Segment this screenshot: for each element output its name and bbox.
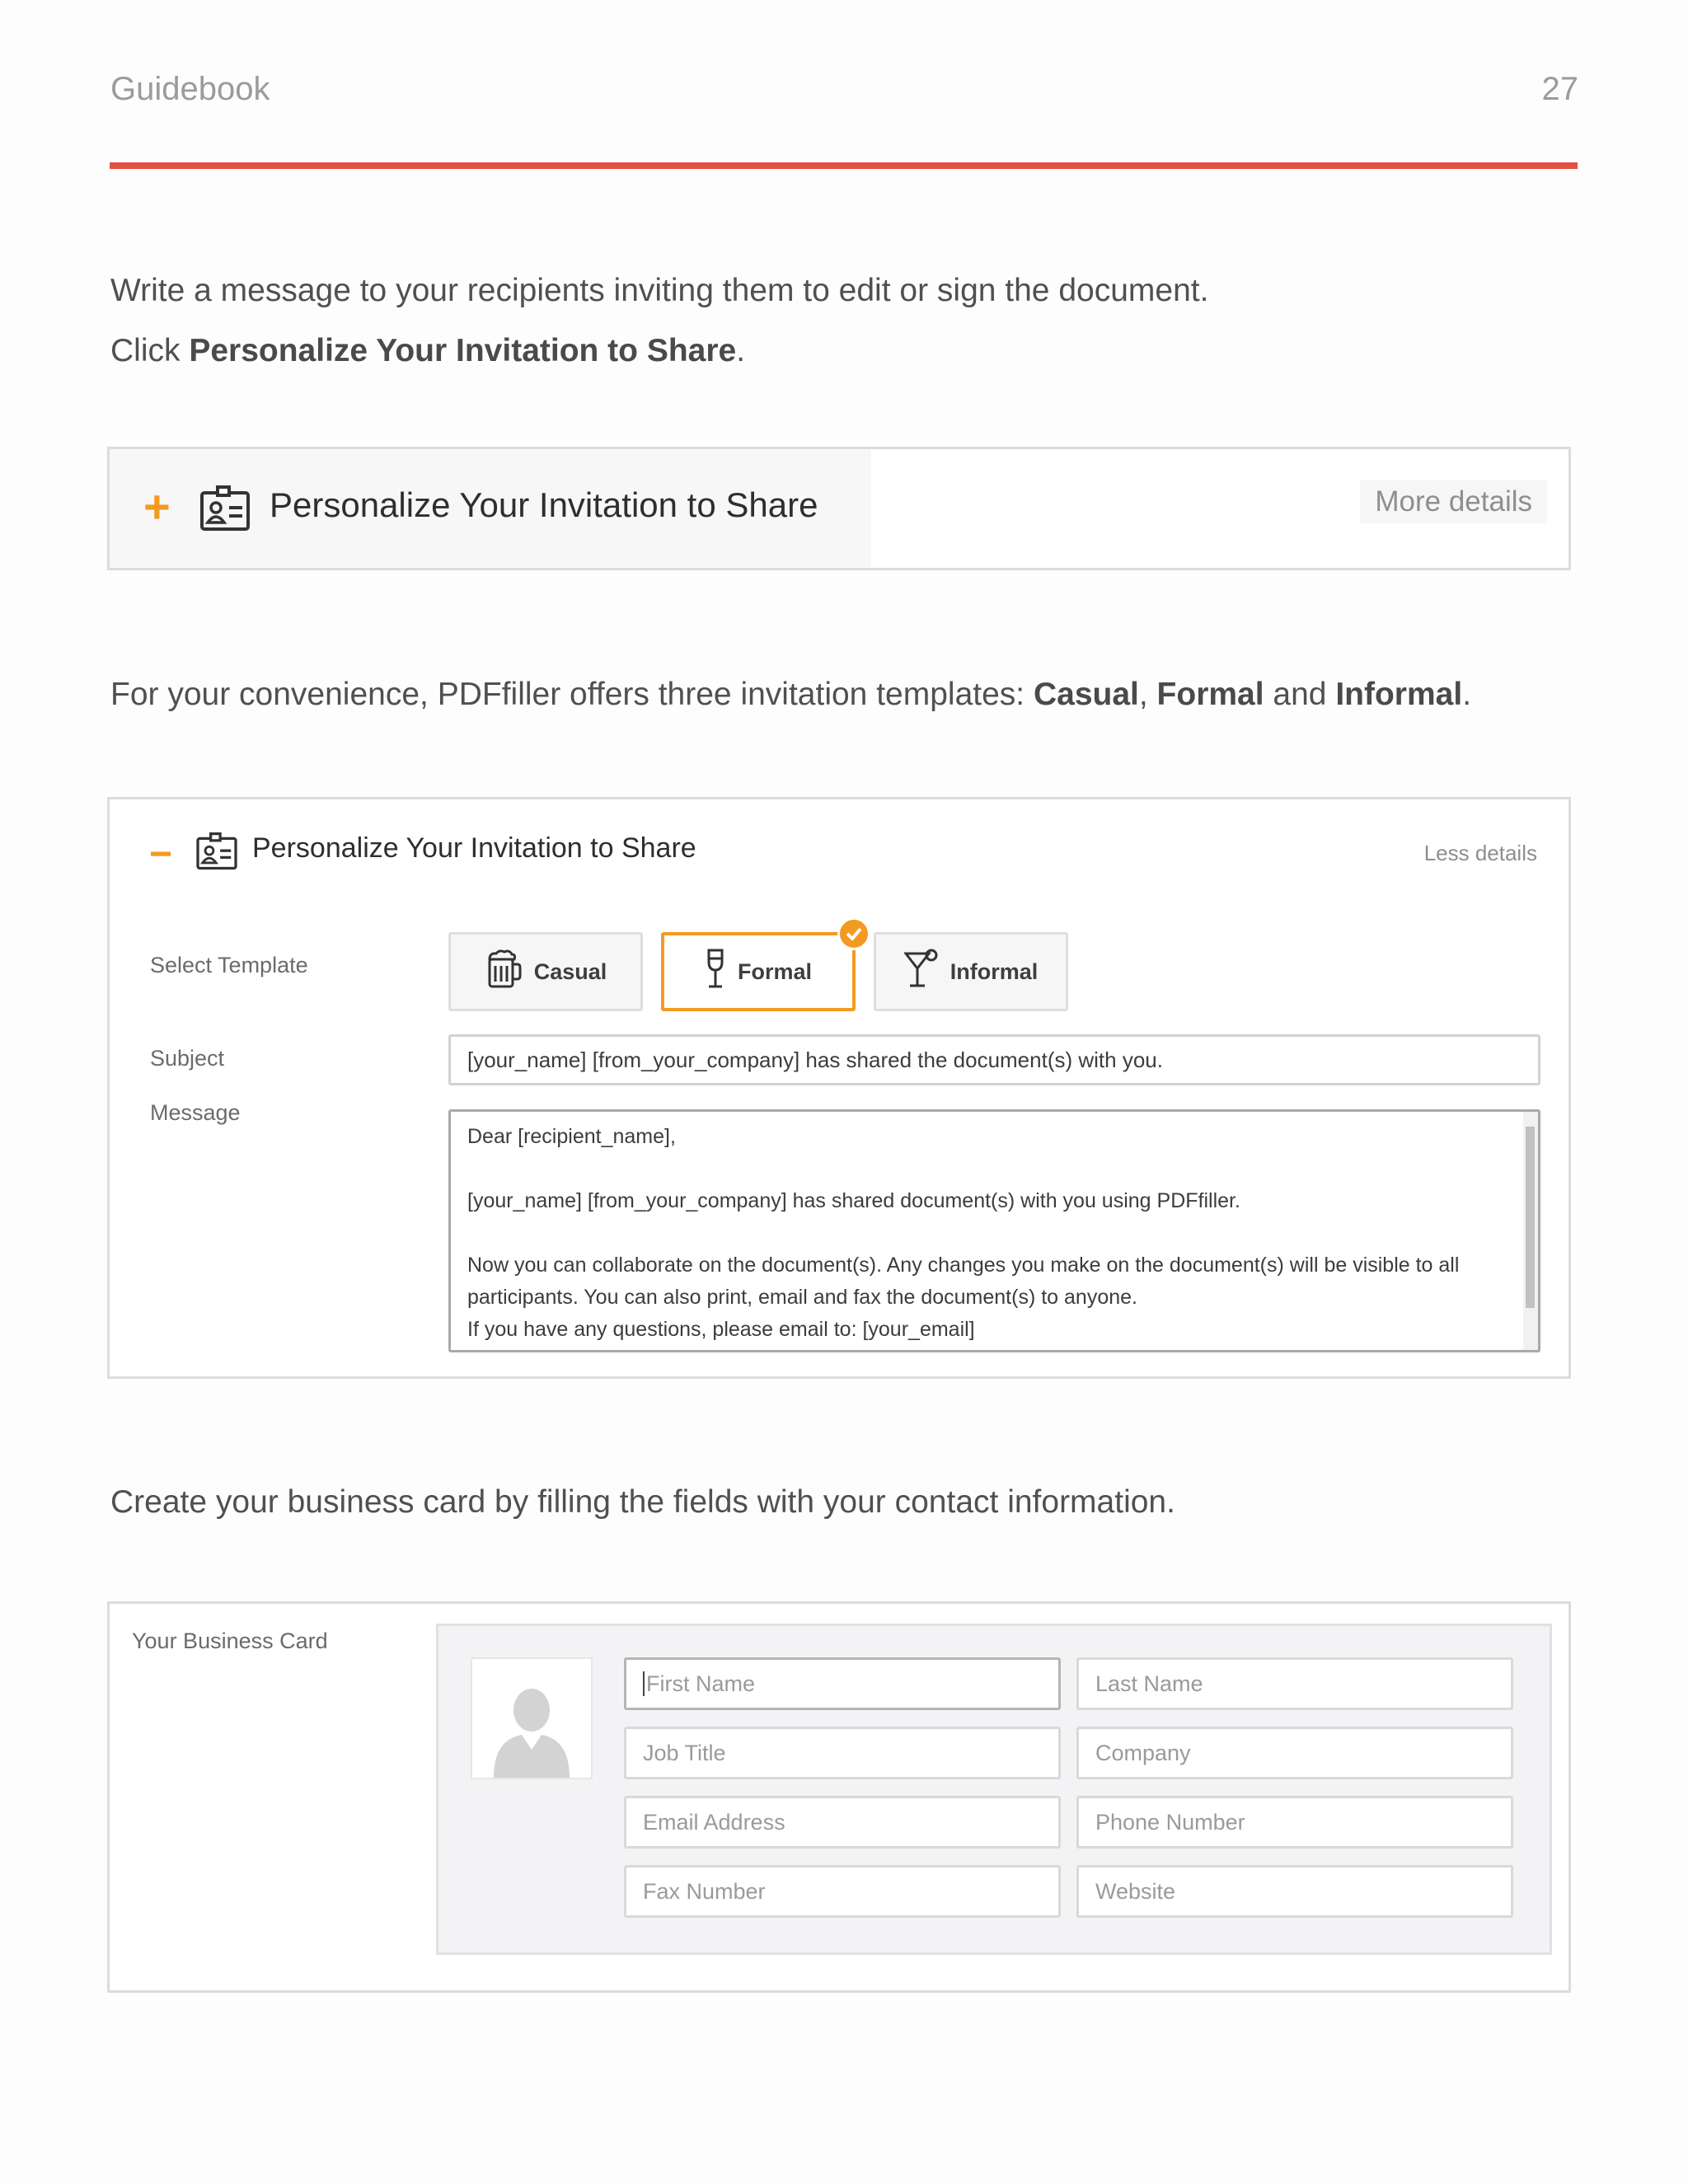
- intro-line-2-bold: Personalize Your Invitation to Share: [189, 333, 737, 368]
- id-card-icon-expanded: [196, 832, 237, 874]
- email-field[interactable]: Email Address: [624, 1796, 1061, 1849]
- header-divider: [110, 162, 1578, 169]
- subject-input[interactable]: [your_name] [from_your_company] has shared the document(s) with you.: [448, 1034, 1540, 1085]
- last-name-field[interactable]: Last Name: [1076, 1657, 1513, 1710]
- expand-toggle-icon[interactable]: +: [143, 480, 171, 532]
- templates-paragraph-sep2: and: [1264, 677, 1336, 712]
- template-casual-label: Casual: [533, 958, 607, 984]
- templates-paragraph-casual: Casual: [1033, 677, 1139, 712]
- id-card-icon: [200, 485, 250, 536]
- avatar-placeholder-icon: [472, 1659, 591, 1778]
- avatar[interactable]: [471, 1657, 593, 1779]
- message-scrollbar[interactable]: [1523, 1112, 1538, 1350]
- business-card-paragraph: Create your business card by filling the fields with your contact information.: [110, 1484, 1175, 1520]
- collapse-toggle-icon[interactable]: −: [149, 832, 173, 876]
- collapsed-invitation-panel: [107, 447, 1571, 570]
- subject-label: Subject: [150, 1046, 225, 1071]
- business-card-form: [436, 1624, 1552, 1955]
- templates-paragraph-informal: Informal: [1335, 677, 1463, 712]
- page-number: 27: [1541, 71, 1578, 107]
- business-card-label: Your Business Card: [132, 1629, 328, 1653]
- intro-line-2-prefix: Click: [110, 333, 190, 368]
- business-card-panel: [107, 1601, 1571, 1993]
- collapsed-panel-title: Personalize Your Invitation to Share: [270, 485, 818, 524]
- message-line: Dear [recipient_name],: [467, 1125, 676, 1148]
- beer-mug-icon: [485, 949, 523, 995]
- message-textarea[interactable]: [448, 1109, 1540, 1352]
- templates-paragraph-sep1: ,: [1138, 677, 1157, 712]
- cocktail-glass-icon: [904, 949, 939, 996]
- message-line: Now you can collaborate on the document(s). Any changes you make on the document(s) will be visible to all: [467, 1254, 1460, 1277]
- message-label: Message: [150, 1100, 241, 1125]
- select-template-label: Select Template: [150, 953, 308, 977]
- website-field[interactable]: Website: [1076, 1865, 1513, 1918]
- message-line: participants. You can also print, email and fax the document(s) to anyone.: [467, 1286, 1137, 1309]
- intro-line-2-suffix: .: [736, 333, 746, 368]
- phone-field[interactable]: Phone Number: [1076, 1796, 1513, 1849]
- selected-check-icon: [837, 917, 870, 950]
- templates-paragraph-prefix: For your convenience, PDFfiller offers three invitation templates:: [110, 677, 1034, 712]
- template-formal-button[interactable]: [661, 932, 856, 1011]
- intro-line-1: Write a message to your recipients inviting them to edit or sign the document.: [110, 273, 1209, 308]
- templates-paragraph: [110, 676, 1471, 715]
- expanded-invitation-panel: [107, 797, 1571, 1379]
- message-line: [your_name] [from_your_company] has shared document(s) with you using PDFfiller.: [467, 1189, 1240, 1212]
- template-informal-label: Informal: [950, 958, 1039, 984]
- document-title: Guidebook: [110, 71, 270, 107]
- first-name-field[interactable]: [624, 1657, 1061, 1710]
- company-field[interactable]: Company: [1076, 1727, 1513, 1779]
- fax-field[interactable]: Fax Number: [624, 1865, 1061, 1918]
- template-casual-button[interactable]: [448, 932, 643, 1011]
- text-caret: [643, 1671, 645, 1696]
- expanded-panel-title: Personalize Your Invitation to Share: [252, 832, 696, 864]
- more-details-link[interactable]: More details: [1360, 480, 1547, 523]
- templates-paragraph-suffix: .: [1462, 677, 1472, 712]
- message-scrollbar-thumb[interactable]: [1526, 1127, 1535, 1308]
- template-informal-button[interactable]: [874, 932, 1068, 1011]
- first-name-placeholder: First Name: [646, 1671, 756, 1696]
- wine-glass-icon: [705, 949, 726, 996]
- less-details-link[interactable]: Less details: [1423, 841, 1537, 865]
- template-formal-label: Formal: [737, 958, 813, 984]
- templates-paragraph-formal: Formal: [1156, 677, 1264, 712]
- intro-line-2: [110, 332, 745, 371]
- message-line: If you have any questions, please email to: [your_email]: [467, 1318, 975, 1341]
- job-title-field[interactable]: Job Title: [624, 1727, 1061, 1779]
